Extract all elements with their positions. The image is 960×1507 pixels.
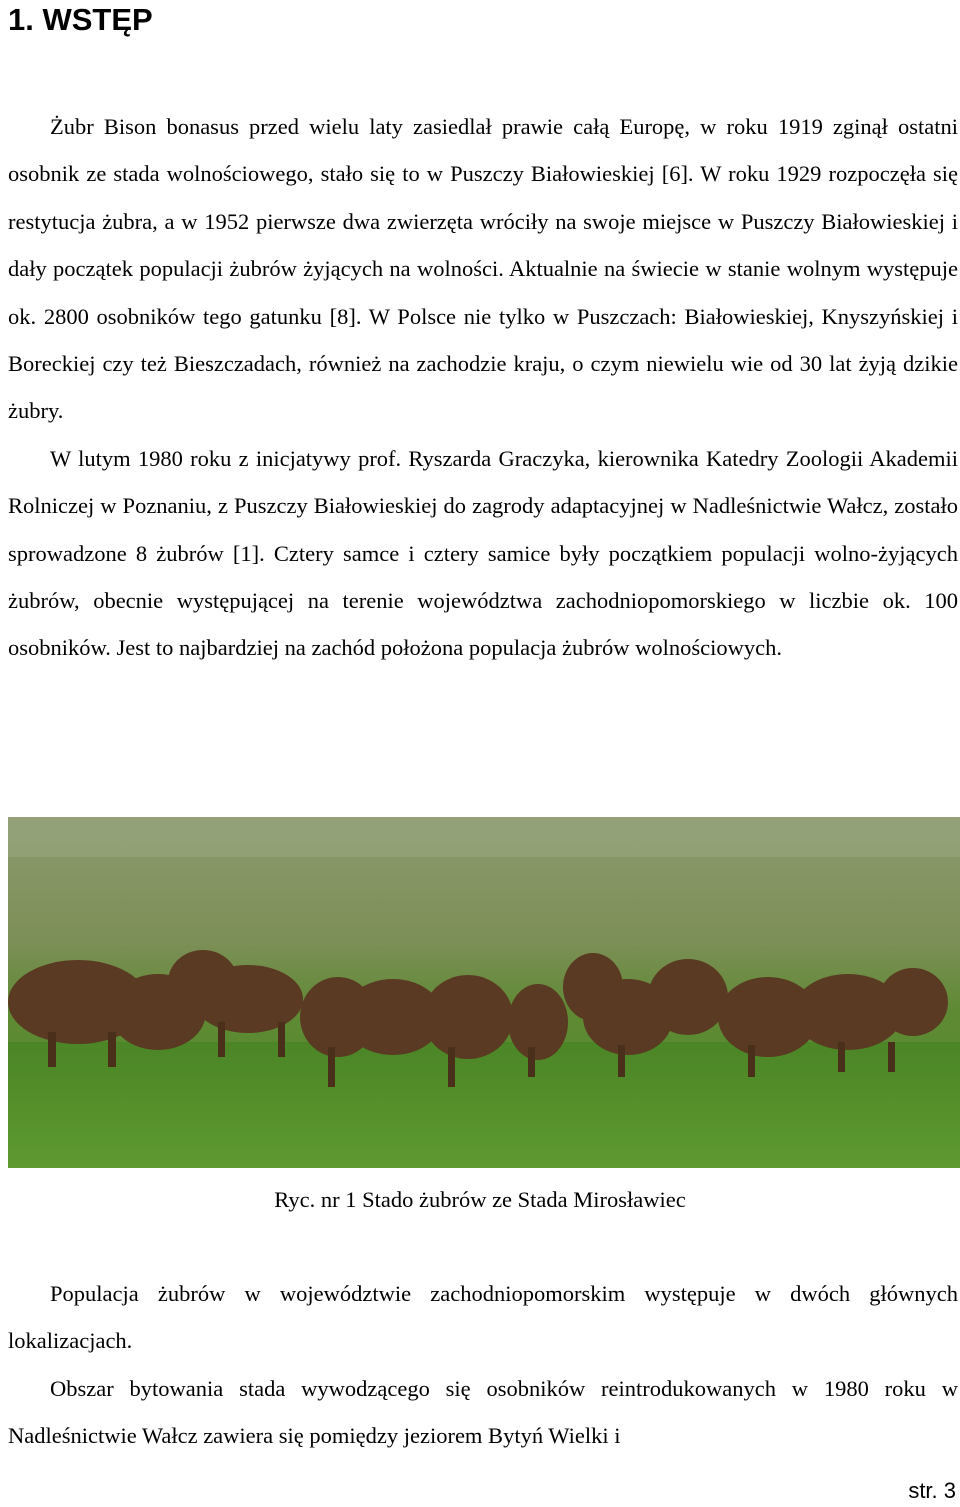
bison-herd-photo — [8, 817, 960, 1168]
paragraph-2: W lutym 1980 roku z inicjatywy prof. Ryszarda Graczyka, kierownika Katedry Zoologii Akademii Rolniczej w Poznaniu, z Puszczy Białowieskiej do zagrody adaptacyjnej w Nadleśnictwie Wałcz, zostało sprowadzone 8 żubrów [1]. Cztery samce i cztery samice były początkiem populacji wolno-żyjących żubrów, obecnie występującej na terenie województwa zachodniopomorskiego w liczbie ok. 100 osobników. Jest to najbardziej na zachód położona populacja żubrów wolnościowych. — [8, 445, 958, 661]
paragraph-1: Żubr Bison bonasus przed wielu laty zasiedlał prawie całą Europę, w roku 1919 zginął ostatni osobnik ze stada wolnościowego, stało się to w Puszczy Białowieskiej [6]. W roku 1929 rozpoczęła się restytucja żubra, a w 1952 pierwsze dwa zwierzęta wróciły na swoje miejsce w Puszczy Białowieskiej i dały początek populacji żubrów żyjących na wolności. Aktualnie na świecie w stanie wolnym występuje ok. 2800 osobników tego gatunku [8]. W Polsce nie tylko w Puszczach: Białowieskiej, Knyszyńskiej i Boreckiej czy też Bieszczadach, również na zachodzie kraju, o czym niewielu wie od 30 lat żyją dzikie żubry. — [8, 114, 958, 424]
section-heading: 1. WSTĘP — [8, 2, 153, 37]
page-number: str. 3 — [908, 1478, 956, 1503]
paragraph-4: Obszar bytowania stada wywodzącego się osobników reintrodukowanych w 1980 roku w Nadleśnictwie Wałcz zawiera się pomiędzy jeziorem Bytyń Wielki i — [8, 1375, 958, 1449]
intro-paragraphs — [8, 103, 958, 672]
paragraph-3: Populacja żubrów w województwie zachodniopomorskim występuje w dwóch głównych lokalizacjach. — [8, 1281, 958, 1354]
figure-caption: Ryc. nr 1 Stado żubrów ze Stada Mirosławiec — [274, 1187, 686, 1212]
closing-paragraphs — [8, 1270, 958, 1460]
